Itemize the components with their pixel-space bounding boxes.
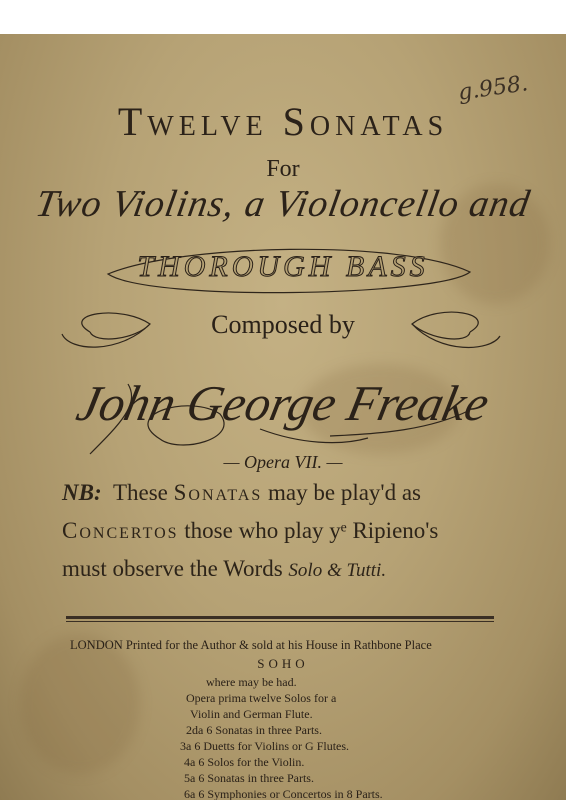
title-page <box>0 34 566 800</box>
thorough-bass: THOROUGH BASS <box>137 250 429 283</box>
imprint-where: where may be had. <box>206 675 297 689</box>
list-item: 2da 6 Sonatas in three Parts. <box>186 723 322 737</box>
nb-mark: NB: <box>62 480 102 505</box>
shelfmark: g.958. <box>456 71 530 106</box>
opus-number: — Opera VII. — <box>223 452 343 472</box>
for-text: For <box>266 156 300 182</box>
list-item: Opera prima twelve Solos for a <box>186 691 337 705</box>
note-text: those who play yᵉ Ripieno's <box>184 518 439 543</box>
divider <box>66 621 494 622</box>
divider <box>66 616 494 619</box>
note-text: may be play'd as <box>268 480 421 505</box>
note-text: Sonatas <box>173 480 263 505</box>
paper-stain <box>20 634 140 774</box>
instruments-line: Two Violins, a Violoncello and <box>32 183 534 225</box>
note-line-3 <box>62 556 386 582</box>
note-text: must observe the Words <box>62 556 283 581</box>
list-item: 4a 6 Solos for the Violin. <box>184 755 305 769</box>
imprint-soho: SOHO <box>257 656 309 671</box>
list-item: 3a 6 Duetts for Violins or G Flutes. <box>180 739 350 753</box>
imprint-line: LONDON Printed for the Author & sold at his House in Rathbone Place <box>70 638 432 652</box>
list-item: 6a 6 Symphonies or Concertos in 8 Parts. <box>184 787 383 800</box>
list-item: 5a 6 Sonatas in three Parts. <box>184 771 314 785</box>
opera-label: Opera VII. <box>244 452 322 472</box>
note-text: Solo & Tutti. <box>288 560 387 581</box>
page-title: Twelve Sonatas <box>117 99 449 144</box>
note-line-2 <box>62 518 438 544</box>
note-text: Concertos <box>62 518 179 543</box>
composer-name: John George Freake <box>72 375 494 431</box>
composed-by: Composed by <box>211 310 355 339</box>
note-text: These <box>112 480 168 505</box>
list-item: Violin and German Flute. <box>190 707 313 721</box>
note-line-1 <box>62 480 421 506</box>
